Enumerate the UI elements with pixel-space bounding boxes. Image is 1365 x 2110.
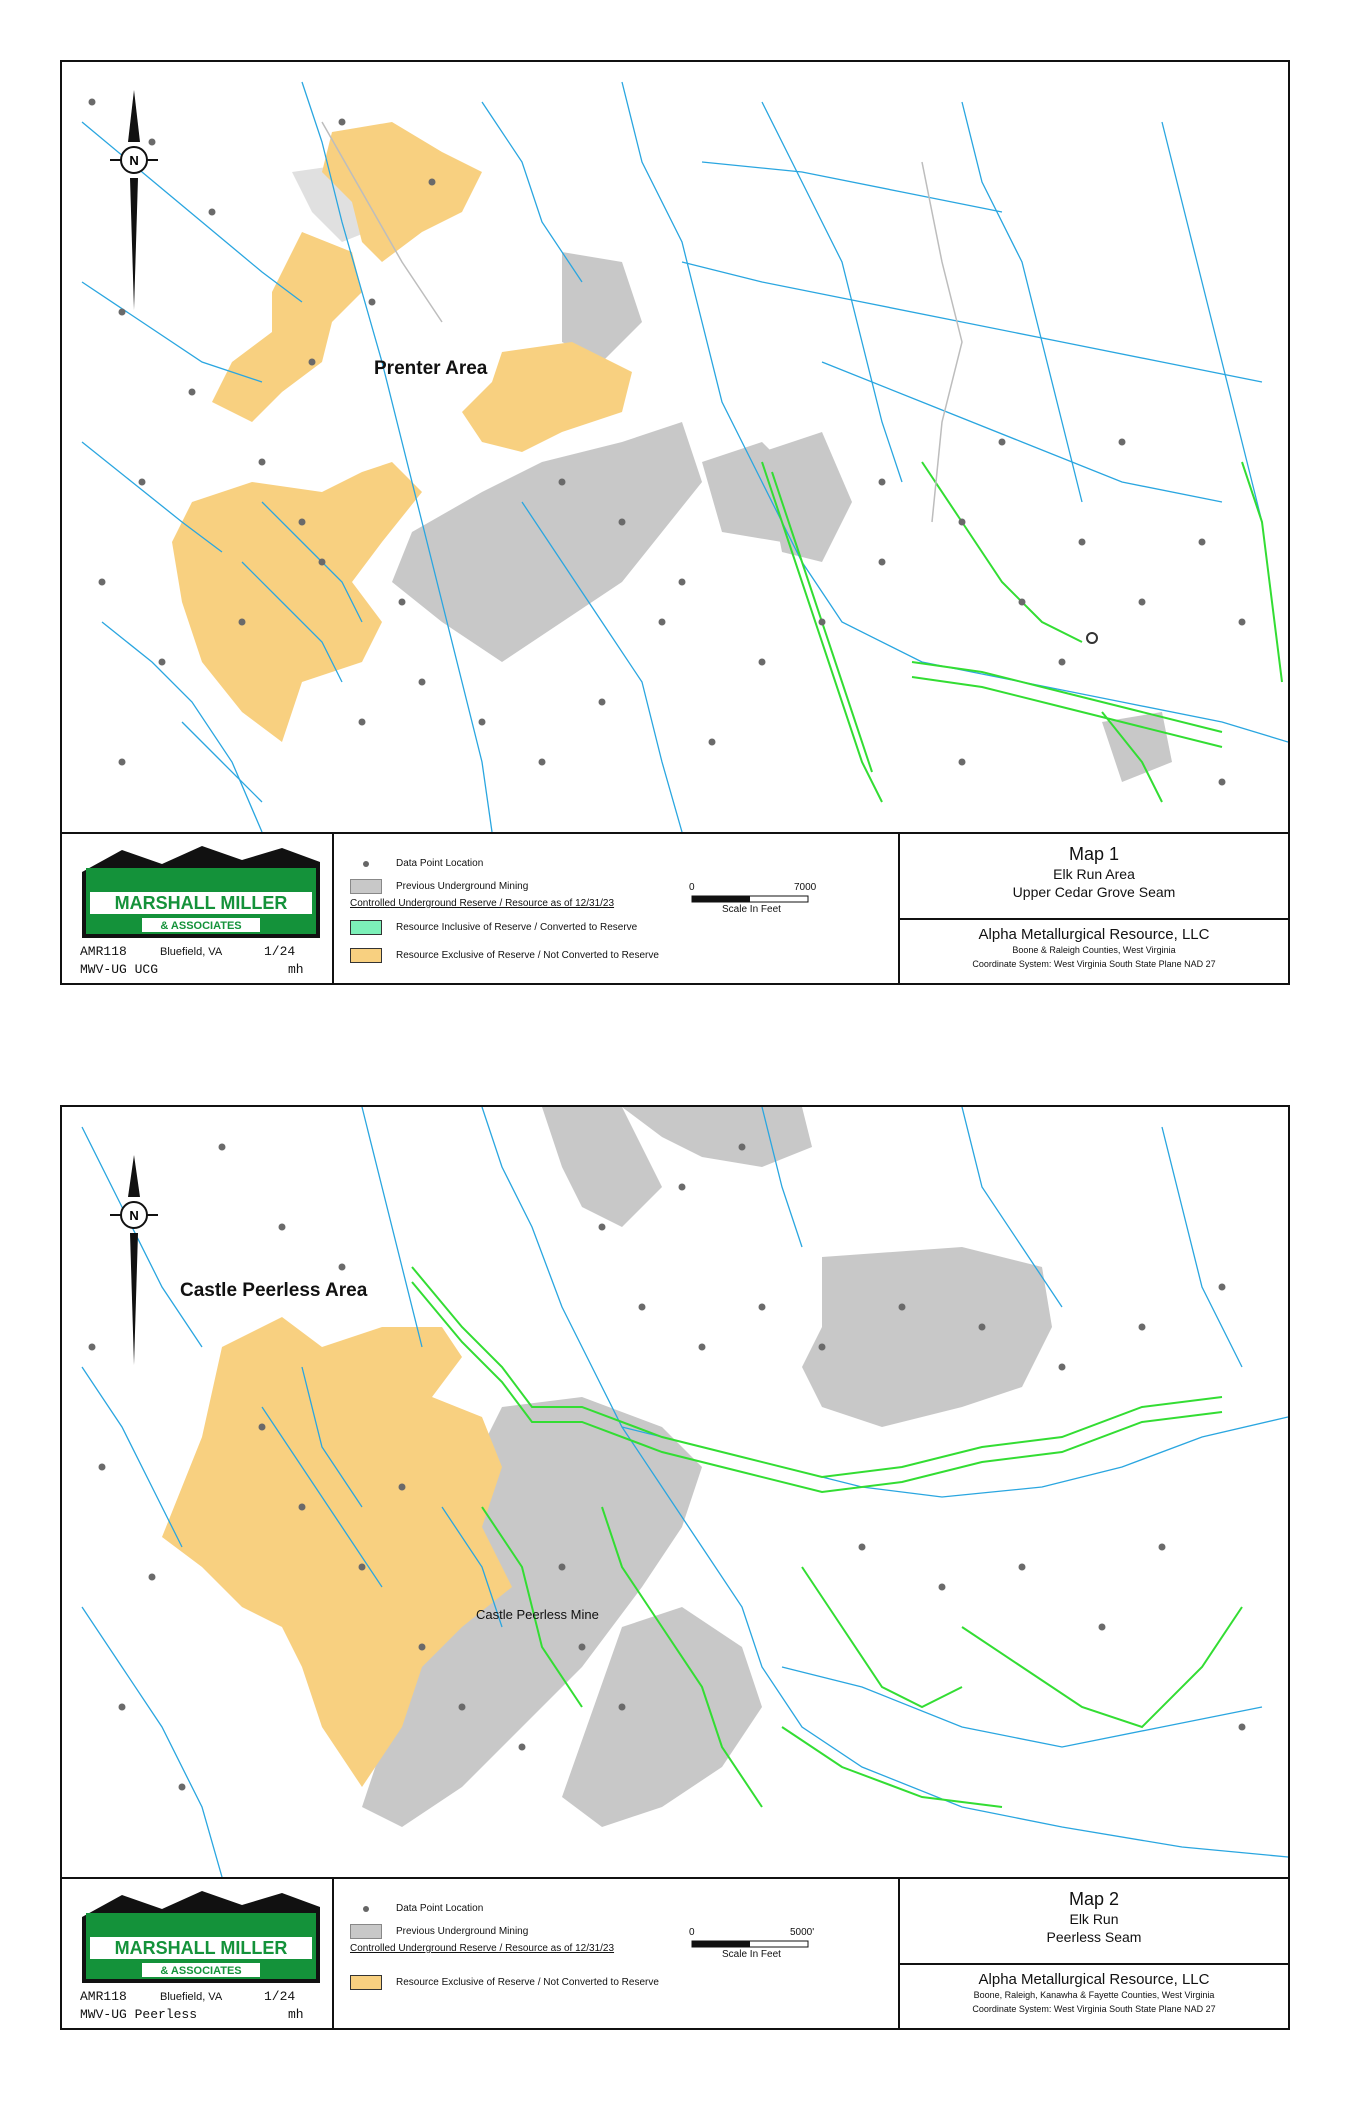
- north-arrow-icon: [110, 90, 158, 310]
- title-bottom: [900, 920, 1288, 983]
- previous-mining-symbol: [350, 879, 382, 894]
- svg-text:& ASSOCIATES: & ASSOCIATES: [160, 920, 242, 932]
- seam-name: Peerless Seam: [1046, 1929, 1142, 1945]
- legend-previous-mining-label: Previous Underground Mining: [396, 881, 529, 892]
- map-2-svg: [62, 1107, 1288, 1877]
- legend-block: [334, 1879, 900, 2028]
- reserve-inclusive-symbol: [350, 920, 382, 935]
- area-label: Prenter Area: [374, 358, 488, 379]
- map-number: Map 1: [1068, 844, 1120, 864]
- map-1-svg: [62, 62, 1288, 832]
- title-block: [900, 834, 1288, 983]
- map-1-frame: [60, 60, 1290, 985]
- counties: Boone & Raleigh Counties, West Virginia: [1012, 945, 1176, 955]
- seam-name: Upper Cedar Grove Seam: [1012, 884, 1176, 900]
- scale-bar: [684, 1927, 824, 1971]
- legend-controlled-note: Controlled Underground Reserve / Resource as of 12/31/23: [350, 898, 615, 909]
- svg-text:MARSHALL MILLER: MARSHALL MILLER: [114, 893, 288, 913]
- coordinate-system: Coordinate System: West Virginia South State Plane NAD 27: [972, 959, 1216, 969]
- svg-text:MARSHALL MILLER: MARSHALL MILLER: [114, 1938, 288, 1958]
- title-top: [900, 834, 1288, 920]
- legend-inclusive-label: Resource Inclusive of Reserve / Converted to Reserve: [396, 922, 638, 933]
- drawing-file: MWV-UG UCG: [80, 962, 159, 977]
- coordinate-system: Coordinate System: West Virginia South State Plane NAD 27: [972, 2004, 1216, 2014]
- mine-label: Castle Peerless Mine: [476, 1607, 599, 1622]
- svg-text:& ASSOCIATES: & ASSOCIATES: [160, 1965, 242, 1977]
- legend-exclusive: [350, 1975, 659, 1990]
- scale-bar: [684, 882, 824, 926]
- title-bottom: [900, 1965, 1288, 2028]
- legend-data-point-label: Data Point Location: [396, 858, 484, 869]
- legend-controlled-note: Controlled Underground Reserve / Resource as of 12/31/23: [350, 1943, 615, 1954]
- map-2-frame: [60, 1105, 1290, 2030]
- drawing-author: mh: [288, 2007, 304, 2022]
- map-1-legend-bar: [62, 834, 1288, 983]
- marshall-miller-logo: [82, 1887, 320, 1983]
- map-2-legend-bar: [62, 1879, 1288, 2028]
- title-block: [900, 1879, 1288, 2028]
- scale-unit: Scale In Feet: [722, 904, 781, 915]
- legend-exclusive-label: Resource Exclusive of Reserve / Not Converted to Reserve: [396, 950, 659, 961]
- company-name: Alpha Metallurgical Resource, LLC: [978, 1971, 1210, 1988]
- scale-zero: 0: [689, 882, 695, 893]
- resource-exclusive-symbol: [350, 1975, 382, 1990]
- scale-unit: Scale In Feet: [722, 1949, 781, 1960]
- legend-data-point: [350, 1901, 483, 1916]
- drawing-code: AMR118: [80, 1989, 127, 2004]
- map-2-canvas[interactable]: [62, 1107, 1288, 1879]
- previous-mining-areas: [292, 162, 1172, 782]
- company-name: Alpha Metallurgical Resource, LLC: [978, 926, 1210, 943]
- legend-previous-mining-label: Previous Underground Mining: [396, 1926, 529, 1937]
- resource-exclusive-symbol: [350, 948, 382, 963]
- scale-max: 7000: [794, 882, 817, 893]
- map-area-name: Elk Run: [1069, 1911, 1119, 1927]
- sheet-number: 1/24: [264, 944, 296, 959]
- map-number: Map 2: [1068, 1889, 1120, 1909]
- legend-previous-mining: [350, 1924, 528, 1939]
- map-area-name: Elk Run Area: [1053, 866, 1135, 882]
- map-1-canvas[interactable]: [62, 62, 1288, 834]
- drawing-city: Bluefield, VA: [160, 1991, 223, 2003]
- drawing-city: Bluefield, VA: [160, 946, 223, 958]
- legend-previous-mining: [350, 879, 528, 894]
- legend-exclusive: [350, 948, 659, 963]
- svg-text:N: N: [129, 1208, 139, 1223]
- legend-data-point: [350, 856, 483, 871]
- counties: Boone, Raleigh, Kanawha & Fayette Counties, West Virginia: [973, 1990, 1215, 2000]
- svg-text:N: N: [129, 153, 139, 168]
- scale-max: 5000': [790, 1927, 815, 1938]
- drawing-file: MWV-UG Peerless: [80, 2007, 198, 2022]
- legend-block: [334, 834, 900, 983]
- north-arrow-icon: [110, 1155, 158, 1365]
- legend-data-point-label: Data Point Location: [396, 1903, 484, 1914]
- logo-block: [62, 1879, 334, 2028]
- resource-exclusive-areas: [172, 122, 632, 742]
- data-point-symbol: [350, 1901, 382, 1916]
- logo-block: [62, 834, 334, 983]
- data-point-symbol: [350, 856, 382, 871]
- marshall-miller-logo: [82, 842, 320, 938]
- drawing-code: AMR118: [80, 944, 127, 959]
- legend-exclusive-label: Resource Exclusive of Reserve / Not Converted to Reserve: [396, 1977, 659, 1988]
- sheet-number: 1/24: [264, 1989, 296, 2004]
- title-top: [900, 1879, 1288, 1965]
- area-label: Castle Peerless Area: [180, 1280, 368, 1301]
- scale-zero: 0: [689, 1927, 695, 1938]
- legend-inclusive: [350, 920, 637, 935]
- previous-mining-symbol: [350, 1924, 382, 1939]
- drawing-author: mh: [288, 962, 304, 977]
